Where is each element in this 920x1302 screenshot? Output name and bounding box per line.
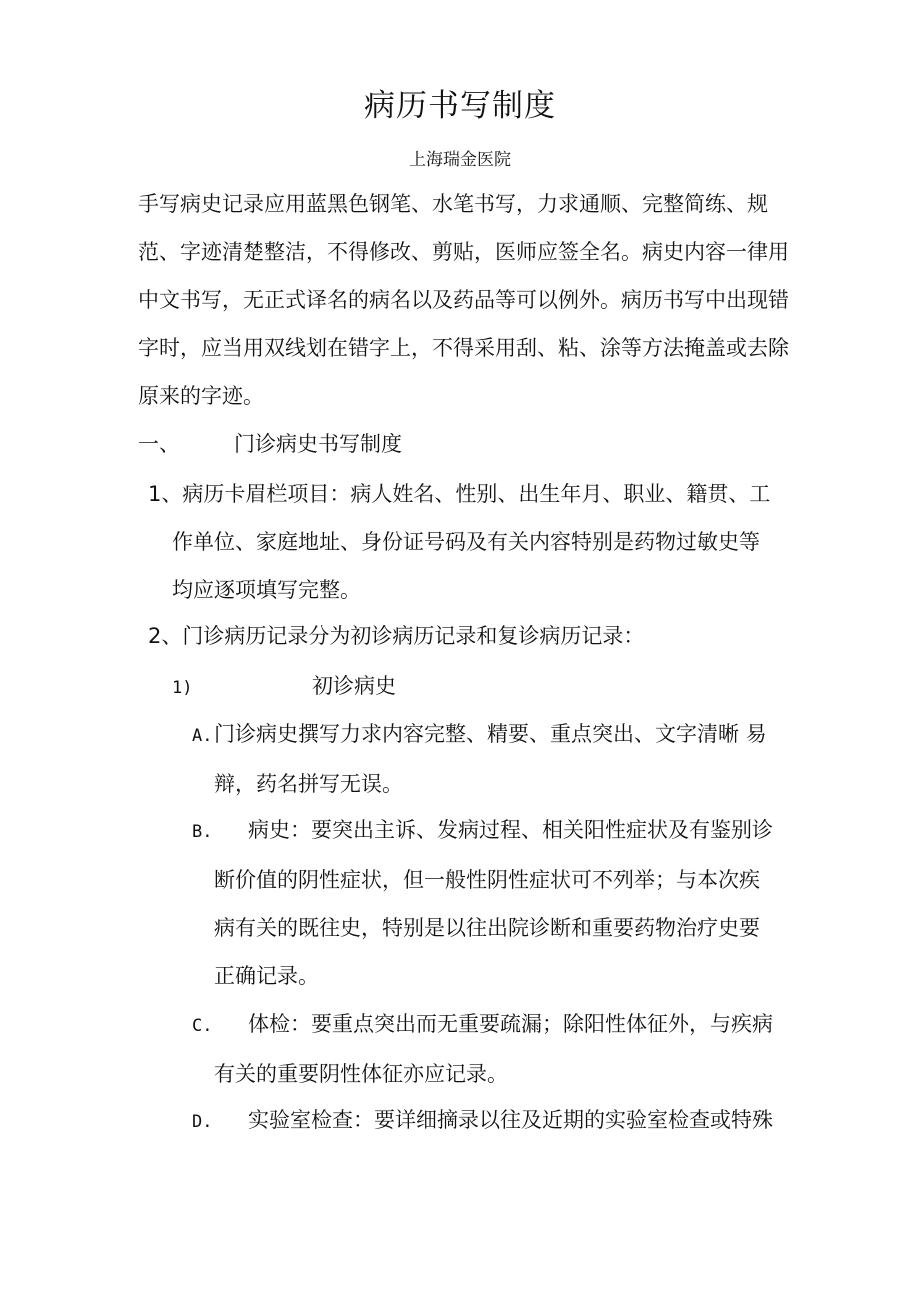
entry-c-line-1: 体检：要重点突出而无重要疏漏；除阳性体征外，与疾病: [248, 1012, 773, 1036]
entry-b-line-4: 正确记录。: [214, 964, 319, 988]
list-item-1-line-3: 均应逐项填写完整。: [172, 578, 361, 602]
list-item-1: [148, 470, 770, 614]
entry-a-line-2: 辩，药名拼写无误。: [214, 772, 403, 796]
entry-b: [192, 806, 773, 1000]
list-item-2: 2、门诊病历记录分为初诊病历记录和复诊病历记录：: [148, 624, 645, 648]
entry-a: [192, 710, 767, 808]
document-subtitle: 上海瑞金医院: [409, 150, 511, 170]
subsection-number: 1): [172, 678, 193, 698]
subsection-title: 初诊病史: [312, 674, 396, 698]
entry-a-mark: A.: [192, 726, 213, 746]
section-number: 一、: [138, 432, 180, 456]
list-item-1-line-2: 作单位、家庭地址、身份证号码及有关内容特别是药物过敏史等: [172, 530, 760, 554]
entry-d-line-1: 实验室检查：要详细摘录以往及近期的实验室检查或特殊: [248, 1108, 773, 1132]
section-title: 门诊病史书写制度: [234, 432, 402, 456]
subsection-heading: [172, 662, 396, 712]
entry-d-mark: D.: [192, 1112, 213, 1132]
entry-b-line-2: 断价值的阴性症状，但一般性阴性症状可不列举；与本次疾: [214, 868, 760, 892]
document-title: 病历书写制度: [364, 88, 556, 124]
entry-c-mark: C.: [192, 1016, 213, 1036]
entry-c: [192, 1000, 773, 1098]
list-item-1-line-1: 1、病历卡眉栏项目：病人姓名、性别、出生年月、职业、籍贯、工: [148, 482, 771, 506]
entry-b-line-1: 病史：要突出主诉、发病过程、相关阳性症状及有鉴别诊: [248, 818, 773, 842]
intro-paragraph: 手写病史记录应用蓝黑色钢笔、水笔书写，力求通顺、完整简练、规范、字迹清楚整洁，不得修改、剪贴，医师应签全名。病史内容一律用中文书写，无正式译名的病名以及药品等可以例外。病历书写中出现错字时，应当用双线划在错字上，不得采用刮、粘、涂等方法掩盖或去除原来的字迹。: [138, 192, 789, 408]
entry-a-line-1: 门诊病史撰写力求内容完整、精要、重点突出、文字清晰 易: [214, 722, 767, 746]
section-heading: [138, 420, 402, 468]
entry-b-line-3: 病有关的既往史，特别是以往出院诊断和重要药物治疗史要: [214, 916, 760, 940]
entry-b-mark: B.: [192, 822, 213, 842]
entry-c-line-2: 有关的重要阴性体征亦应记录。: [214, 1062, 508, 1086]
entry-d: [192, 1096, 773, 1146]
